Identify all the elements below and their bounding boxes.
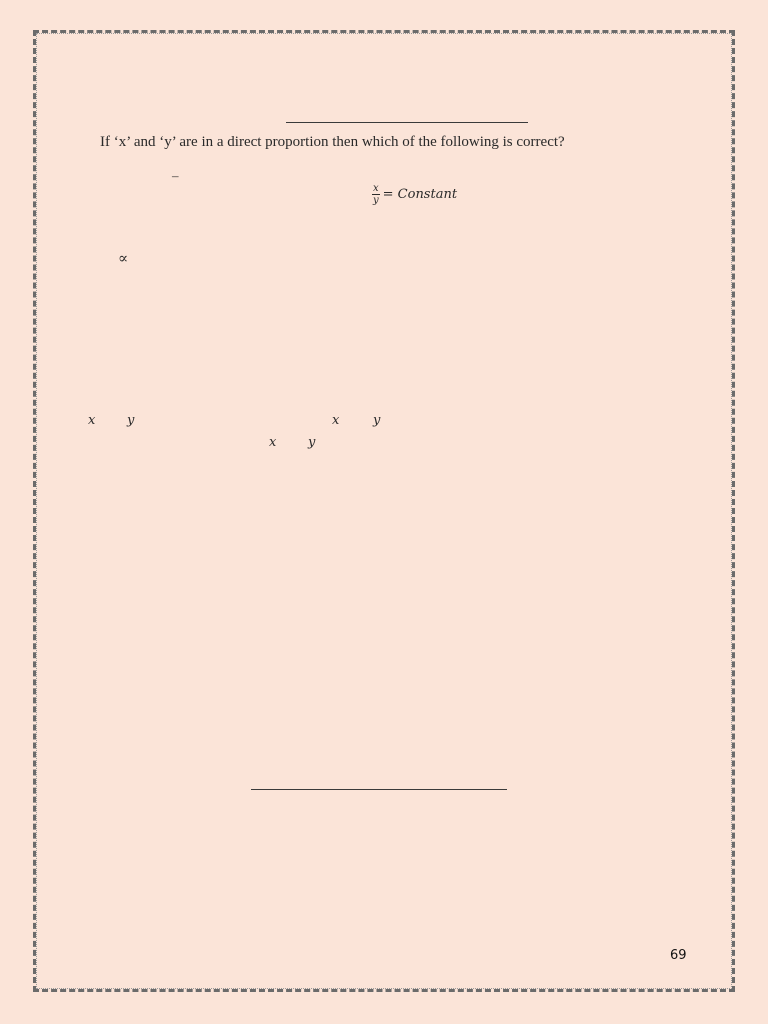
variable-y: y	[127, 413, 135, 428]
question-text: If ‘x’ and ‘y’ are in a direct proportion then which of the following is correct?	[100, 134, 565, 150]
formula-rhs: = Constant	[382, 187, 458, 202]
page-number: 69	[670, 948, 687, 963]
bottom-rule	[251, 789, 507, 790]
page-border-inner	[36, 33, 732, 989]
dash-mark: –	[172, 168, 179, 183]
ratio-formula	[372, 183, 457, 206]
fraction	[372, 183, 380, 206]
fraction-denominator: y	[372, 195, 379, 206]
fraction-numerator: x	[373, 183, 379, 194]
variable-y: y	[373, 413, 381, 428]
variable-y: y	[308, 435, 316, 450]
variable-x: x	[332, 413, 340, 428]
proportional-symbol: ∝	[118, 251, 129, 267]
top-rule	[286, 122, 528, 123]
variable-x: x	[88, 413, 96, 428]
variable-x: x	[269, 435, 277, 450]
